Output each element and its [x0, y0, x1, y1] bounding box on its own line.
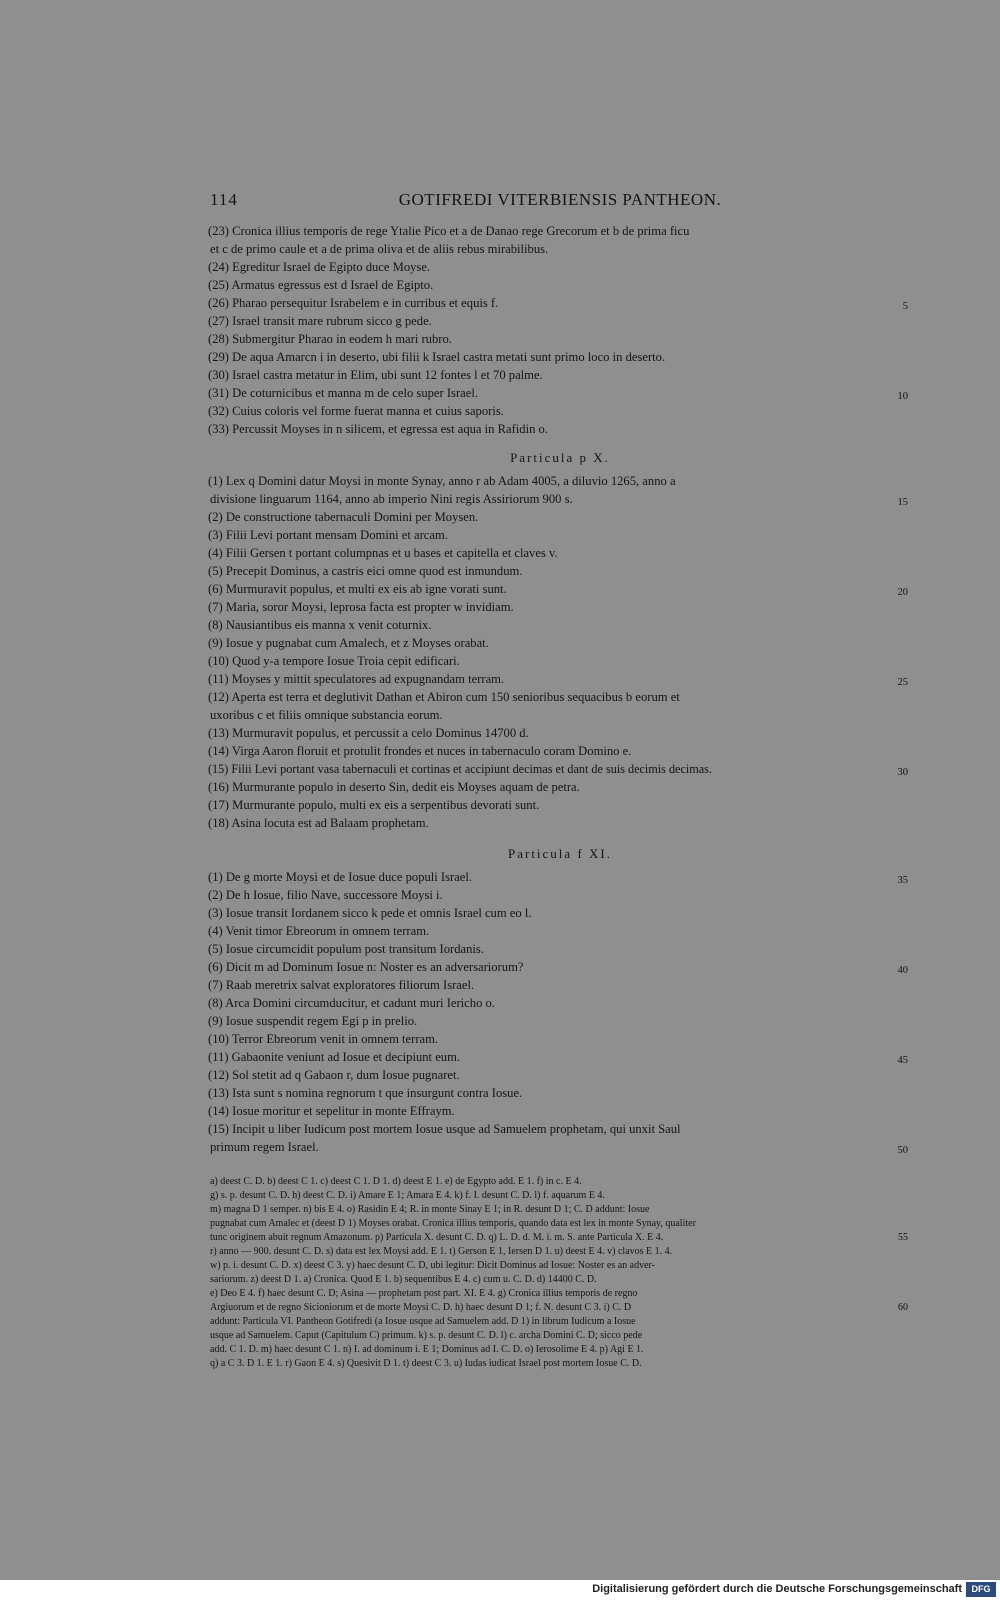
margin-line-number: 60 [898, 1302, 908, 1313]
text-line: (14) Iosue moritur et sepelitur in monte Effraym. [208, 1104, 455, 1118]
text-line: (9) Iosue y pugnabat cum Amalech, et z Moyses orabat. [208, 636, 489, 650]
margin-line-number: 55 [898, 1232, 908, 1243]
footnote-line: q) a C 3. D 1. E 1. r) Gaon E 4. s) Quesivit D 1. t) deest C 3. u) Iudas iudicat Israel post mortem Iosue C. D. [210, 1358, 642, 1369]
footnote-line: addunt: Particula VI. Pantheon Gotifredi (a Iosue usque ad Samuelem add. D 1) in librum Iudicum a Iosue [210, 1316, 636, 1327]
text-line: (10) Quod y-a tempore Iosue Troia cepit edificari. [208, 654, 460, 668]
text-line: (4) Filii Gersen t portant columpnas et u bases et capitella et claves v. [208, 546, 558, 560]
text-line: (7) Maria, soror Moysi, leprosa facta est propter w invidiam. [208, 600, 514, 614]
text-line: divisione linguarum 1164, anno ab imperio Nini regis Assiriorum 900 s. [210, 492, 573, 506]
footnote-line: tunc originem abuit regnum Amazonum. p) Particula X. desunt C. D. q) L. D. d. M. i. m. S. ante Particula X. E 4. [210, 1232, 664, 1243]
text-line: (26) Pharao persequitur Israbelem e in curribus et equis f. [208, 296, 499, 310]
text-line: (6) Murmuravit populus, et multi ex eis ab igne vorati sunt. [208, 582, 507, 596]
text-line: primum regem Israel. [210, 1140, 319, 1154]
footnote-line: usque ad Samuelem. Caput (Capitulum C) primum. k) s. p. desunt C. D. l) c. archa Domini C. D; sicco pede [210, 1330, 643, 1341]
text-line: (29) De aqua Amarcn i in deserto, ubi filii k Israel castra metati sunt primo loco in deserto. [208, 350, 666, 364]
text-line: (24) Egreditur Israel de Egipto duce Moyse. [208, 260, 431, 274]
footnote-line: w) p. i. desunt C. D. x) deest C 3. y) haec desunt C. D, ubi legitur: Dicit Dominus ad Iosue: Noster es an adver- [210, 1260, 655, 1271]
footnote-line: a) deest C. D. b) deest C 1. c) deest C 1. D 1. d) deest E 1. e) de Egypto add. E 1. f) in c. E 4. [210, 1176, 582, 1187]
margin-line-number: 5 [902, 301, 908, 312]
footnote-line: m) magna D 1 semper. n) bis E 4. o) Rasidin E 4; R. in monte Sinay E 1; in R. desunt D 1; C. D addunt: Iosue [210, 1204, 650, 1215]
text-line: (12) Sol stetit ad q Gabaon r, dum Iosue pugnaret. [208, 1068, 460, 1082]
text-line: (5) Iosue circumcidit populum post transitum Iordanis. [208, 942, 484, 956]
dfg-logo: DFG [966, 1582, 996, 1597]
footnote-line: r) anno — 900. desunt C. D. s) data est lex Moysi add. E 1. t) Gerson E 1, Iersen D 1. u) deest E 4. v) clavos E 1. 4. [210, 1246, 673, 1257]
margin-line-number: 45 [897, 1055, 908, 1066]
footnote-line: sariorum. z) deest D 1. a) Cronica. Quod E 1. b) sequentibus E 4. c) cum u. C. D. d) 14400 C. D. [210, 1274, 597, 1285]
text-line: (10) Terror Ebreorum venit in omnem terram. [208, 1032, 439, 1046]
text-line: (13) Murmuravit populus, et percussit a celo Dominus 14700 d. [208, 726, 529, 740]
page-number: 114 [210, 190, 238, 209]
text-line: (15) Incipit u liber Iudicum post mortem Iosue usque ad Samuelem prophetam, qui unxit Saul [208, 1122, 681, 1136]
text-line: (8) Arca Domini circumducitur, et cadunt muri Iericho o. [208, 996, 495, 1010]
margin-line-number: 20 [897, 587, 908, 598]
section-heading: Particula f XI. [507, 846, 612, 861]
text-line: (13) Ista sunt s nomina regnorum t que insurgunt contra Iosue. [208, 1086, 523, 1100]
text-line: uxoribus c et filiis omnique substancia eorum. [210, 708, 443, 722]
text-line: (18) Asina locuta est ad Balaam prophetam. [208, 816, 429, 830]
text-line: (7) Raab meretrix salvat exploratores filiorum Israel. [208, 978, 475, 992]
section-heading: Particula p X. [510, 450, 610, 465]
running-header [210, 190, 910, 214]
text-line: (31) De coturnicibus et manna m de celo super Israel. [208, 386, 478, 400]
page-title: GOTIFREDI VITERBIENSIS PANTHEON. [398, 190, 722, 209]
text-line: (2) De constructione tabernaculi Domini per Moysen. [208, 510, 479, 524]
text-line: (12) Aperta est terra et deglutivit Dathan et Abiron cum 150 senioribus sequacibus b eorum et [208, 690, 680, 704]
text-line: (3) Filii Levi portant mensam Domini et arcam. [208, 528, 448, 542]
text-line: (27) Israel transit mare rubrum sicco g pede. [208, 314, 432, 328]
text-line: (15) Filii Levi portant vasa tabernaculi et cortinas et accipiunt decimas et dant de suis decimis decimas. [208, 762, 712, 776]
text-line: (5) Precepit Dominus, a castris eici omne quod est inmundum. [208, 564, 523, 578]
funding-notice: Digitalisierung gefördert durch die Deutsche Forschungsgemeinschaft [592, 1583, 962, 1595]
footnote-line: g) s. p. desunt C. D. h) deest C. D. i) Amare E 1; Amara E 4. k) f. I. desunt C. D. l) f. aquarum E 4. [210, 1190, 605, 1201]
text-line: (25) Armatus egressus est d Israel de Egipto. [208, 278, 434, 292]
text-line: (9) Iosue suspendit regem Egi p in prelio. [208, 1014, 418, 1028]
text-line: (17) Murmurante populo, multi ex eis a serpentibus devorati sunt. [208, 798, 540, 812]
text-line: (8) Nausiantibus eis manna x venit coturnix. [208, 618, 432, 632]
margin-line-number: 50 [897, 1145, 908, 1156]
text-line: (23) Cronica illius temporis de rege Ytalie Pico et a de Danao rege Grecorum et b de prima ficu [208, 224, 690, 238]
text-line: (30) Israel castra metatur in Elim, ubi sunt 12 fontes l et 70 palme. [208, 368, 543, 382]
text-line: (32) Cuius coloris vel forme fuerat manna et cuius saporis. [208, 404, 504, 418]
margin-line-number: 10 [897, 391, 908, 402]
footnote-line: Argiuorum et de regno Sicioniorum et de morte Moysi C. D. h) haec desunt D 1; f. N. desunt C 3. i) C. D [210, 1302, 632, 1313]
footer-bar [0, 1580, 1000, 1601]
text-line: (2) De h Iosue, filio Nave, successore Moysi i. [208, 888, 443, 902]
text-line: (6) Dicit m ad Dominum Iosue n: Noster es an adversariorum? [208, 960, 524, 974]
margin-line-number: 40 [897, 965, 908, 976]
text-line: (4) Venit timor Ebreorum in omnem terram. [208, 924, 430, 938]
text-line: (3) Iosue transit Iordanem sicco k pede et omnis Israel cum eo l. [208, 906, 532, 920]
footnote-line: pugnabat cum Amalec et (deest D 1) Moyses orabat. Cronica illius temporis, quando data est lex in monte Synay, qualiter [210, 1218, 696, 1229]
text-line: (11) Moyses y mittit speculatores ad expugnandam terram. [208, 672, 505, 686]
margin-line-number: 25 [897, 677, 908, 688]
text-line: (1) Lex q Domini datur Moysi in monte Synay, anno r ab Adam 4005, a diluvio 1265, anno a [208, 474, 676, 488]
text-line: (16) Murmurante populo in deserto Sin, dedit eis Moyses aquam de petra. [208, 780, 580, 794]
text-line: (33) Percussit Moyses in n silicem, et egressa est aqua in Rafidin o. [208, 422, 548, 436]
footnote-line: e) Deo E 4. f) haec desunt C. D; Asina — prophetam post part. XI. E 4. g) Cronica illius temporis de regno [210, 1288, 638, 1299]
text-line: (14) Virga Aaron floruit et protulit frondes et nuces in tabernaculo coram Domino e. [208, 744, 632, 758]
footnote-line: add. C 1. D. m) haec desunt C 1. n) I. ad dominum i. E 1; Dominus ad I. C. D. o) Ierosolime E 4. p) Agi E 1. [210, 1344, 644, 1355]
text-line: et c de primo caule et a de prima oliva et de aliis rebus mirabilibus. [210, 242, 549, 256]
text-line: (11) Gabaonite veniunt ad Iosue et decipiunt eum. [208, 1050, 461, 1064]
margin-line-number: 35 [897, 875, 908, 886]
text-line: (28) Submergitur Pharao in eodem h mari rubro. [208, 332, 452, 346]
margin-line-number: 15 [897, 497, 908, 508]
text-line: (1) De g morte Moysi et de Iosue duce populi Israel. [208, 870, 473, 884]
margin-line-number: 30 [897, 767, 908, 778]
